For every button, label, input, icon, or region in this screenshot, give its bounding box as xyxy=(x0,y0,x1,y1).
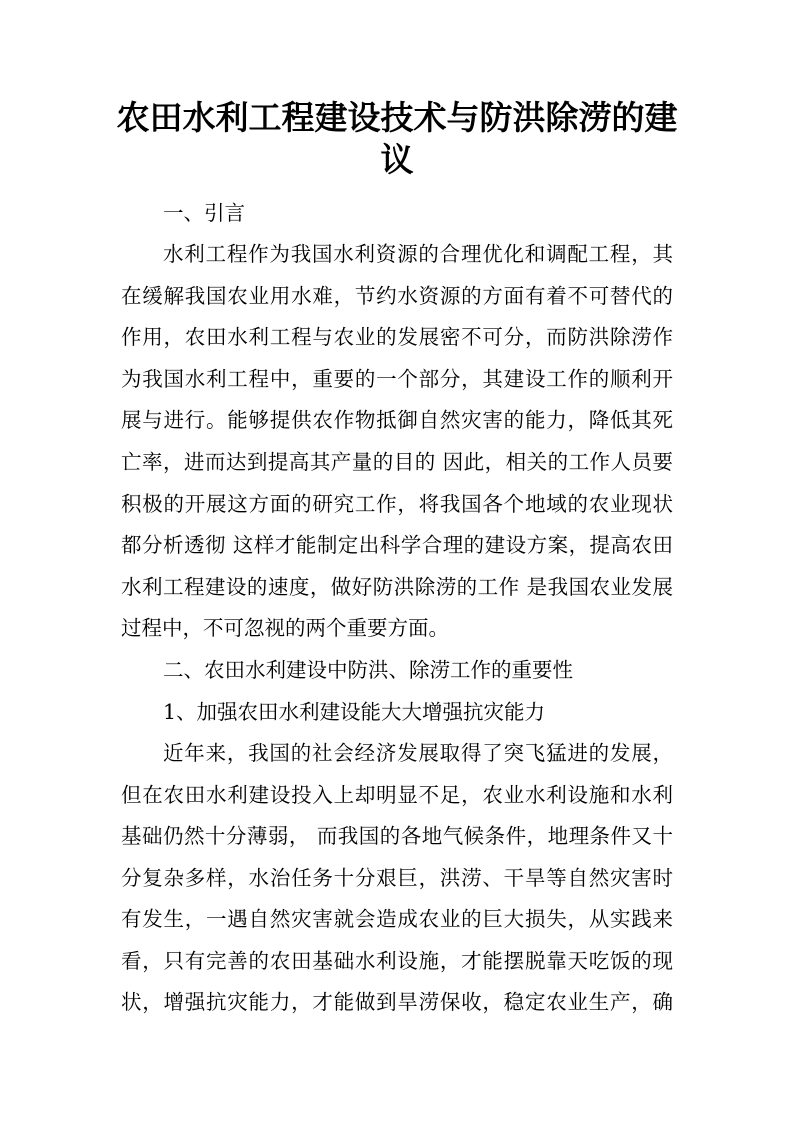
paragraph-line: 有发生，一遇自然灾害就会造成农业的巨大损失，从实践来 xyxy=(121,907,673,931)
paragraph-line: 展与进行。能够提供农作物抵御自然灾害的能力，降低其死 xyxy=(121,408,673,432)
paragraph-line: 积极的开展这方面的研究工作，将我国各个地域的农业现状 xyxy=(121,492,673,516)
paragraph-line: 基础仍然十分薄弱， 而我国的各地气候条件，地理条件又十 xyxy=(121,824,673,848)
section-heading-importance: 二、农田水利建设中防洪、除涝工作的重要性 xyxy=(163,658,573,682)
paragraph-line: 为我国水利工程中，重要的一个部分，其建设工作的顺利开 xyxy=(121,367,673,391)
paragraph-line: 近年来，我国的社会经济发展取得了突飞猛进的发展， xyxy=(163,741,673,765)
paragraph-line: 但在农田水利建设投入上却明显不足，农业水利设施和水利 xyxy=(121,783,673,807)
paragraph-line: 状，增强抗灾能力，才能做到旱涝保收，稳定农业生产，确 xyxy=(121,990,673,1014)
paragraph-line: 亡率，进而达到提高其产量的目的 因此，相关的工作人员要 xyxy=(121,450,673,474)
paragraph-line: 作用，农田水利工程与农业的发展密不可分，而防洪除涝作 xyxy=(121,325,673,349)
paragraph-line: 过程中，不可忽视的两个重要方面。 xyxy=(121,616,449,640)
paragraph-line: 在缓解我国农业用水难，节约水资源的方面有着不可替代的 xyxy=(121,284,673,308)
section-heading-introduction: 一、引言 xyxy=(163,201,245,225)
paragraph-line: 水利工程作为我国水利资源的合理优化和调配工程，其 xyxy=(163,242,673,266)
paragraph-line: 看，只有完善的农田基础水利设施，才能摆脱靠天吃饭的现 xyxy=(121,949,673,973)
document-title-line-1: 农田水利工程建设技术与防洪除涝的建 xyxy=(116,98,678,137)
paragraph-line: 分复杂多样，水治任务十分艰巨，洪涝、干旱等自然灾害时 xyxy=(121,866,673,890)
subsection-heading: 1、加强农田水利建设能大大增强抗灾能力 xyxy=(163,700,546,724)
paragraph-line: 水利工程建设的速度，做好防洪除涝的工作 是我国农业发展 xyxy=(121,575,673,599)
paragraph-line: 都分析透彻 这样才能制定出科学合理的建设方案，提高农田 xyxy=(121,533,673,557)
document-title-line-2: 议 xyxy=(380,140,414,179)
